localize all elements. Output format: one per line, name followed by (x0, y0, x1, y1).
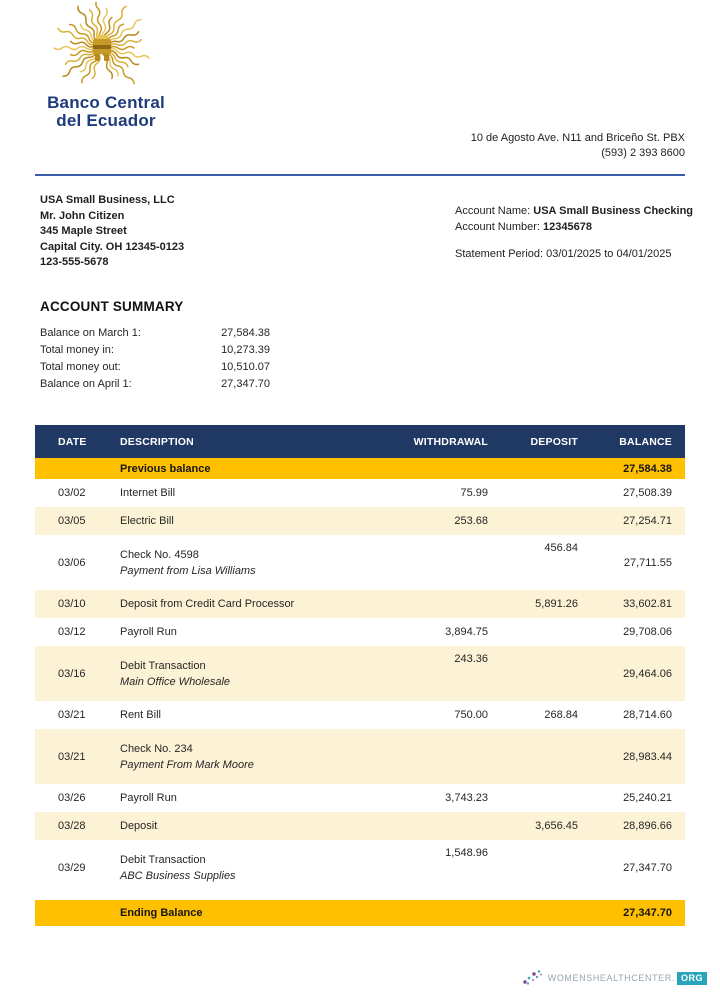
cell-balance: 28,714.60 (623, 709, 672, 721)
cell-withdrawal: 253.68 (454, 515, 488, 527)
statement-period-value: 03/01/2025 to 04/01/2025 (546, 248, 672, 260)
cell-withdrawal (390, 535, 490, 542)
table-row (35, 812, 685, 840)
bank-logo (40, 2, 176, 94)
ending-balance-row (35, 900, 685, 926)
bank-name-line1: Banco Central (47, 93, 165, 112)
cell-withdrawal: 1,548.96 (445, 847, 488, 859)
cell-deposit: 3,656.45 (535, 820, 578, 832)
col-header-balance: BALANCE (619, 435, 672, 448)
statement-period-row (455, 246, 693, 262)
previous-balance-row (35, 458, 685, 479)
cell-date: 03/29 (58, 861, 86, 874)
cell-date: 03/12 (58, 626, 86, 638)
previous-balance-value: 27,584.38 (623, 462, 672, 475)
cell-withdrawal (390, 729, 490, 736)
previous-balance-label: Previous balance (120, 462, 211, 475)
cell-description-detail: ABC Business Supplies (120, 869, 236, 882)
cell-deposit: 5,891.26 (535, 598, 578, 610)
cell-deposit (490, 729, 578, 736)
account-name-value: USA Small Business Checking (533, 205, 694, 217)
cell-date: 03/02 (58, 487, 86, 499)
bank-address-line2: (593) 2 393 8600 (601, 147, 685, 159)
summary-row (40, 359, 270, 376)
summary-label: Total money in: (40, 344, 114, 356)
transaction-table (35, 425, 685, 926)
cell-balance: 27,508.39 (623, 487, 672, 499)
summary-label: Balance on April 1: (40, 378, 132, 390)
cell-balance: 27,347.70 (623, 861, 672, 874)
cell-description: Payroll Run (120, 626, 177, 638)
cell-date: 03/06 (58, 556, 86, 569)
summary-row (40, 376, 270, 393)
cell-balance: 29,464.06 (623, 667, 672, 680)
cell-description: Deposit (120, 820, 158, 832)
watermark (522, 969, 707, 987)
account-details-block (455, 203, 693, 262)
inti-sun-mask-icon (40, 2, 176, 94)
cell-date: 03/26 (58, 792, 86, 804)
cell-description-detail: Payment from Lisa Williams (120, 564, 256, 577)
summary-label: Balance on March 1: (40, 327, 141, 339)
cell-withdrawal: 3,743.23 (445, 792, 488, 804)
bank-address-line1: 10 de Agosto Ave. N11 and Briceño St. PBX (470, 132, 685, 144)
summary-row (40, 325, 270, 342)
customer-line: Capital City. OH 12345-0123 (40, 240, 185, 253)
cell-description: Internet Bill (120, 487, 176, 499)
col-header-withdrawal: WITHDRAWAL (413, 435, 488, 448)
cell-description: Deposit from Credit Card Processor (120, 598, 295, 610)
customer-line: 345 Maple Street (40, 225, 127, 237)
ending-balance-value: 27,347.70 (623, 907, 672, 919)
bank-name-line2: del Ecuador (56, 111, 156, 130)
summary-value: 10,510.07 (221, 361, 270, 373)
cell-balance: 27,254.71 (623, 515, 672, 527)
account-summary-title: ACCOUNT SUMMARY (40, 299, 184, 314)
cell-balance: 29,708.06 (623, 626, 672, 638)
table-row (35, 535, 685, 590)
bank-name (28, 94, 184, 130)
summary-value: 27,584.38 (221, 327, 270, 339)
transaction-rows (35, 479, 685, 895)
table-row (35, 701, 685, 729)
table-row (35, 840, 685, 895)
cell-withdrawal: 750.00 (454, 709, 488, 721)
account-number-row (455, 219, 693, 235)
cell-deposit: 268.84 (544, 709, 578, 721)
cell-description: Check No. 4598 Payment from Lisa Williams (120, 549, 390, 577)
cell-description: Check No. 234 Payment From Mark Moore (120, 743, 390, 771)
cell-description: Payroll Run (120, 792, 177, 804)
cell-description-detail: Main Office Wholesale (120, 675, 231, 688)
cell-description: Debit Transaction ABC Business Supplies (120, 854, 390, 882)
cell-description: Electric Bill (120, 515, 174, 527)
cell-balance: 28,896.66 (623, 820, 672, 832)
cell-deposit (490, 840, 578, 847)
table-row (35, 784, 685, 812)
cell-withdrawal: 3,894.75 (445, 626, 488, 638)
table-header-row (35, 425, 685, 458)
customer-line: 123-555-5678 (40, 256, 109, 268)
account-number-label: Account Number: (455, 221, 544, 233)
watermark-dots-icon (522, 969, 546, 987)
cell-date: 03/10 (58, 598, 86, 610)
cell-date: 03/21 (58, 709, 86, 721)
cell-date: 03/28 (58, 820, 86, 832)
table-row (35, 646, 685, 701)
header-divider (35, 174, 685, 176)
cell-balance: 33,602.81 (623, 598, 672, 610)
customer-line: Mr. John Citizen (40, 209, 125, 222)
table-row (35, 590, 685, 618)
table-row (35, 479, 685, 507)
cell-date: 03/21 (58, 750, 86, 763)
account-summary (40, 299, 270, 393)
table-row (35, 618, 685, 646)
table-row (35, 729, 685, 784)
cell-balance: 25,240.21 (623, 792, 672, 804)
customer-address-block (40, 193, 184, 271)
cell-description: Rent Bill (120, 709, 161, 721)
cell-deposit: 456.84 (544, 542, 578, 554)
summary-row (40, 342, 270, 359)
cell-withdrawal: 243.36 (454, 653, 488, 665)
account-number-value: 12345678 (543, 221, 592, 233)
cell-deposit (490, 646, 578, 653)
summary-value: 27,347.70 (221, 378, 270, 390)
summary-label: Total money out: (40, 361, 121, 373)
statement-period-label: Statement Period: (455, 248, 547, 260)
col-header-date: DATE (58, 435, 87, 448)
col-header-deposit: DEPOSIT (530, 435, 578, 448)
bank-address (471, 131, 685, 161)
customer-line: USA Small Business, LLC (40, 194, 175, 206)
cell-date: 03/16 (58, 667, 86, 680)
account-name-label: Account Name: (455, 205, 534, 217)
cell-withdrawal: 75.99 (460, 487, 488, 499)
table-row (35, 507, 685, 535)
watermark-org-badge: ORG (677, 972, 707, 985)
cell-balance: 27,711.55 (623, 556, 672, 569)
summary-value: 10,273.39 (221, 344, 270, 356)
col-header-description: DESCRIPTION (120, 435, 194, 448)
cell-description-detail: Payment From Mark Moore (120, 758, 254, 771)
account-name-row (455, 203, 693, 219)
watermark-text: WOMENSHEALTHCENTER. (547, 973, 675, 983)
ending-balance-label: Ending Balance (120, 907, 203, 919)
cell-date: 03/05 (58, 515, 86, 527)
cell-description: Debit Transaction Main Office Wholesale (120, 660, 390, 688)
cell-balance: 28,983.44 (623, 750, 672, 763)
